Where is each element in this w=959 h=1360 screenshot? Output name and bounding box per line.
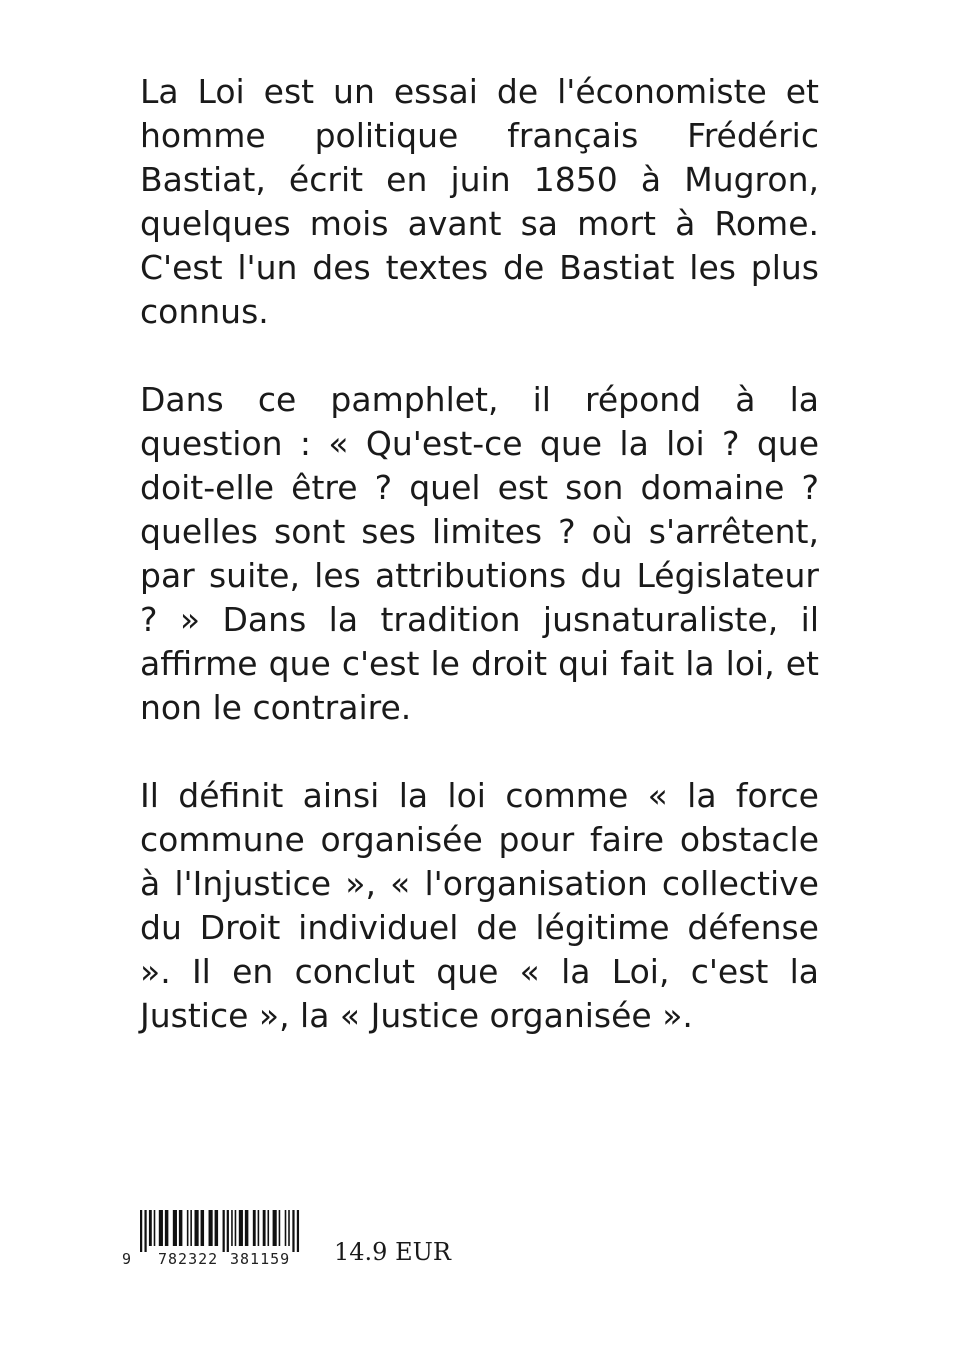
price-label: 14.9 EUR bbox=[334, 1238, 451, 1266]
barcode-bars bbox=[140, 1210, 300, 1252]
barcode-right-digits: 381159 bbox=[230, 1250, 291, 1268]
barcode-first-digit: 9 bbox=[122, 1250, 133, 1268]
barcode-left-digits: 782322 bbox=[158, 1250, 219, 1268]
back-cover-description bbox=[140, 70, 819, 1082]
description-paragraph: La Loi est un essai de l'économiste et homme politique français Frédéric Bastiat, écrit en juin 1850 à Mugron, quelques mois avant sa mort à Rome. C'est l'un des textes de Bastiat les plus connus. bbox=[140, 72, 819, 331]
isbn-barcode bbox=[122, 1210, 312, 1270]
description-paragraph: Dans ce pamphlet, il répond à la question : « Qu'est-ce que la loi ? que doit-elle être ? quel est son domaine ? quelles sont ses limites ? où s'arrêtent, par suite, les attributions du Législateur ? » Dans la tradition jusnaturaliste, il affirme que c'est le droit qui fait la loi, et non le contraire. bbox=[140, 380, 819, 727]
description-paragraph: Il définit ainsi la loi comme « la force commune organisée pour faire obstacle à l'Injustice », « l'organisation collective du Droit individuel de légitime défense ». Il en conclut que « la Loi, c'est la Justice », la « Justice organisée ». bbox=[140, 776, 819, 1035]
